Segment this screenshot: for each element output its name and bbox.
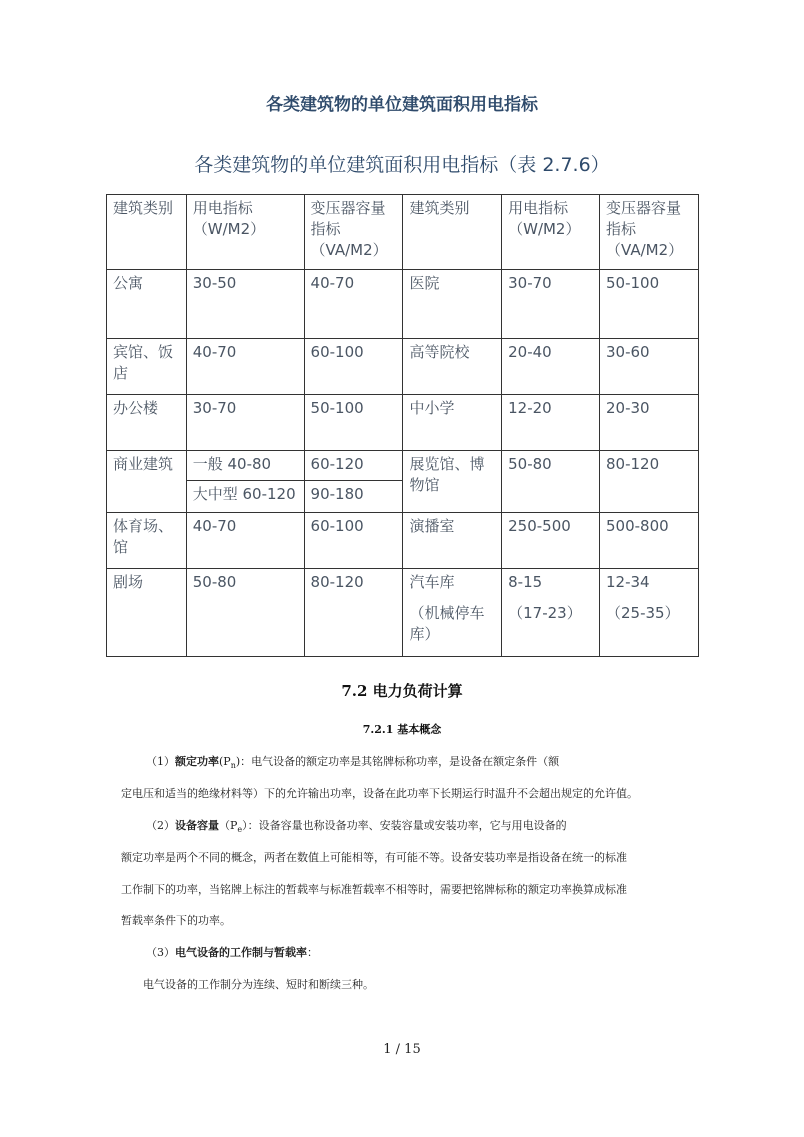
- term-duty-cycle: 电气设备的工作制与暂载率: [175, 946, 307, 959]
- list-marker: （3）: [146, 946, 175, 959]
- header-power-label: 用电指标: [192, 199, 253, 217]
- cell-power: （17-23）: [502, 600, 600, 657]
- header-transformer: [304, 195, 403, 270]
- paragraph-2-line-4: 暂载率条件下的功率。: [121, 914, 231, 927]
- symbol: P: [223, 755, 231, 768]
- cell-power: 20-40: [502, 339, 600, 395]
- cell-transformer: 40-70: [304, 270, 403, 339]
- header-power-unit-2: （W/M2）: [508, 220, 581, 238]
- cell-type: 商业建筑: [107, 451, 187, 513]
- cell-transformer: 80-120: [304, 569, 403, 657]
- cell-type: 高等院校: [403, 339, 502, 395]
- cell-power: 40-70: [186, 513, 304, 569]
- cell-power: 12-20: [502, 395, 600, 451]
- cell-type: 中小学: [403, 395, 502, 451]
- cell-power: 30-50: [186, 270, 304, 339]
- table-row: [107, 451, 699, 481]
- paragraph-2-line-1: （2）设备容量$(P_e)$：设备容量也称设备功率、安装容量或安装功率，它与用电设备的: [146, 819, 567, 835]
- table-row: [107, 339, 699, 395]
- table-row: [107, 513, 699, 569]
- paragraph-text: ：电气设备的额定功率是其铭牌标称功率，是设备在额定条件（额: [240, 755, 560, 768]
- header-transformer-unit-2: （VA/M2）: [606, 241, 684, 259]
- cell-type: 剧场: [107, 569, 187, 657]
- cell-type: 公寓: [107, 270, 187, 339]
- cell-power: 8-15: [502, 569, 600, 600]
- header-transformer-label2-2: 指标: [606, 220, 637, 238]
- symbol-subscript: n: [230, 761, 236, 771]
- cell-transformer: （25-35）: [600, 600, 699, 657]
- table-header-row: [107, 195, 699, 270]
- cell-power: 30-70: [186, 395, 304, 451]
- cell-type: 汽车库: [403, 569, 502, 600]
- list-marker: （2）: [146, 819, 175, 832]
- header-transformer-unit: （VA/M2）: [310, 241, 388, 259]
- cell-power: 250-500: [502, 513, 600, 569]
- cell-type: 办公楼: [107, 395, 187, 451]
- symbol-subscript: e: [237, 825, 243, 835]
- header-transformer-label: 变压器容量: [310, 199, 386, 217]
- subsection-title: 7.2.1 基本概念: [362, 723, 442, 736]
- cell-type: 体育场、馆: [107, 513, 187, 569]
- paragraph-3-line-1: [146, 944, 318, 960]
- paragraph-2-line-2: 额定功率是两个不同的概念，两者在数值上可能相等，有可能不等。设备安装功率是指设备在统一的标准: [121, 851, 627, 864]
- header-type: 建筑类别: [107, 195, 187, 270]
- paragraph-3-line-2: 电气设备的工作制分为连续、短时和断续三种。: [143, 978, 374, 991]
- cell-transformer: 50-100: [304, 395, 403, 451]
- page-number: 1 / 15: [383, 1042, 421, 1057]
- cell-transformer: 12-34: [600, 569, 699, 600]
- header-power-2: [502, 195, 600, 270]
- paragraph-text: ：设备容量也称设备功率、安装容量或安装功率，它与用电设备的: [247, 819, 567, 832]
- cell-transformer: 60-100: [304, 513, 403, 569]
- cell-transformer: 500-800: [600, 513, 699, 569]
- header-power: [186, 195, 304, 270]
- cell-power: 30-70: [502, 270, 600, 339]
- cell-power: 一般 40-80: [186, 451, 304, 481]
- cell-transformer: 90-180: [304, 481, 403, 513]
- cell-transformer: 50-100: [600, 270, 699, 339]
- paragraph-1-line-1: （1）额定功率$(P_n)$：电气设备的额定功率是其铭牌标称功率，是设备在额定条件（额: [146, 755, 560, 771]
- cell-power: 50-80: [186, 569, 304, 657]
- cell-transformer: 60-120: [304, 451, 403, 481]
- cell-transformer: 60-100: [304, 339, 403, 395]
- power-index-table: [106, 194, 699, 657]
- cell-type: 展览馆、博物馆: [403, 451, 502, 513]
- paragraph-2-line-3: 工作制下的功率，当铭牌上标注的暂载率与标准暂载率不相等时，需要把铭牌标称的额定功率换算成标准: [121, 883, 627, 896]
- header-power-unit: （W/M2）: [192, 220, 266, 238]
- cell-type: 宾馆、饭店: [107, 339, 187, 395]
- table-title: 各类建筑物的单位建筑面积用电指标（表 2.7.6）: [194, 154, 610, 176]
- header-transformer-2: [600, 195, 699, 270]
- list-marker: （1）: [146, 755, 175, 768]
- symbol: P: [230, 819, 238, 832]
- cell-transformer: 80-120: [600, 451, 699, 513]
- term-device-capacity: 设备容量: [175, 819, 219, 832]
- header-type-2: 建筑类别: [403, 195, 502, 270]
- document-title: 各类建筑物的单位建筑面积用电指标: [266, 95, 538, 115]
- table-row: [107, 569, 699, 600]
- table-row: [107, 395, 699, 451]
- cell-power: 50-80: [502, 451, 600, 513]
- header-power-label-2: 用电指标: [508, 199, 569, 217]
- cell-power: 大中型 60-120: [186, 481, 304, 513]
- cell-transformer: 30-60: [600, 339, 699, 395]
- header-transformer-label-2: 变压器容量: [606, 199, 682, 217]
- table-row: [107, 270, 699, 339]
- cell-power: 40-70: [186, 339, 304, 395]
- paragraph-1-line-2: 定电压和适当的绝缘材料等）下的允许输出功率，设备在此功率下长期运行时温升不会超出规定的允许值。: [121, 787, 638, 800]
- cell-type: 演播室: [403, 513, 502, 569]
- colon: ：: [307, 946, 318, 959]
- cell-transformer: 20-30: [600, 395, 699, 451]
- term-rated-power: 额定功率: [175, 755, 219, 768]
- header-transformer-label2: 指标: [310, 220, 341, 238]
- cell-type: 医院: [403, 270, 502, 339]
- section-title: 7.2 电力负荷计算: [341, 682, 463, 700]
- cell-type: （机械停车库）: [403, 600, 502, 657]
